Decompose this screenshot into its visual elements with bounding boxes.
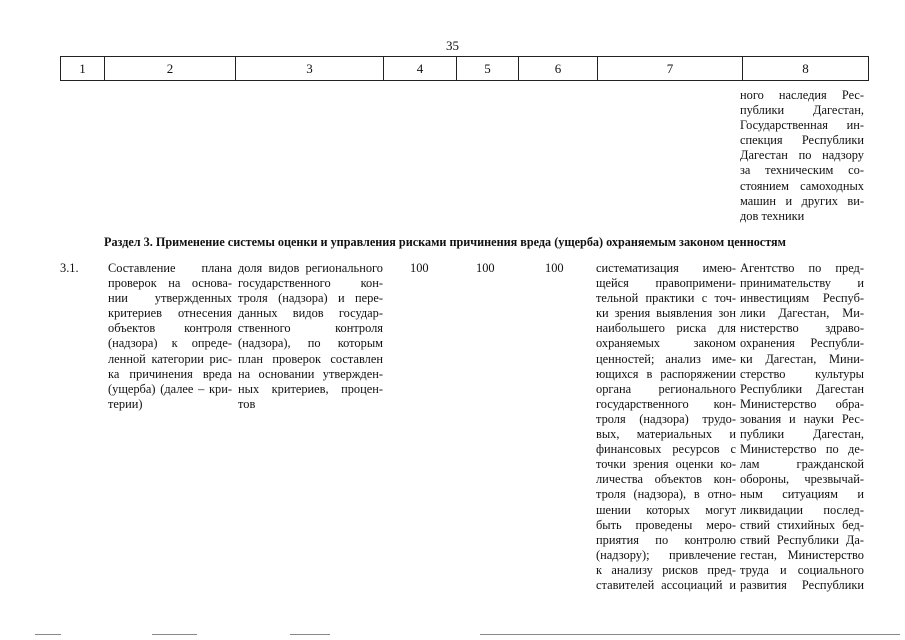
continuation-col8 xyxy=(740,88,864,224)
header-col-4: 4 xyxy=(384,57,457,81)
scan-mark xyxy=(152,634,197,635)
text-line: стоянием самоходных xyxy=(740,178,864,193)
text-line: гестан, Министерство xyxy=(740,547,864,562)
text-line: ка причинения вреда xyxy=(108,366,232,381)
text-line: лики Дагестан, Ми- xyxy=(740,306,864,321)
text-line: щейся правопримени- xyxy=(596,276,736,291)
row-col5-value: 100 xyxy=(476,261,495,275)
text-line: ставителей ассоциаций и xyxy=(596,577,736,592)
scan-mark xyxy=(290,634,330,635)
text-line: инвестициям Респуб- xyxy=(740,291,864,306)
text-line: ки Дагестан, Мини- xyxy=(740,351,864,366)
text-line: (надзора) к опреде- xyxy=(108,336,232,351)
text-line: доля видов регионального xyxy=(238,261,383,275)
text-line: наибольшего риска для xyxy=(596,321,736,336)
text-line: спекция Республики xyxy=(740,133,864,148)
row-col7-measures xyxy=(596,261,736,593)
text-line: ных критериев, процен- xyxy=(238,381,383,396)
column-number-header xyxy=(60,56,869,81)
text-line: Составление плана xyxy=(108,261,232,275)
text-line: публики Дагестан, xyxy=(740,427,864,442)
text-line: Министерство по де- xyxy=(740,442,864,457)
text-line: Министерство обра- xyxy=(740,396,864,411)
section-title: Раздел 3. Применение системы оценки и управления рисками причинения вреда (ущерба) охраняемым законом ценностям xyxy=(104,235,786,249)
row-number: 3.1. xyxy=(60,261,79,275)
text-line: охраняемых законом xyxy=(596,336,736,351)
text-line: Дагестан по надзору xyxy=(740,148,864,163)
text-line: к анализу рисков пред- xyxy=(596,562,736,577)
text-line: ного наследия Рес- xyxy=(740,88,864,102)
header-col-7: 7 xyxy=(598,57,743,81)
header-col-2: 2 xyxy=(105,57,236,81)
text-line: публики Дагестан, xyxy=(740,103,864,118)
text-line: лам гражданской xyxy=(740,457,864,472)
header-col-5: 5 xyxy=(457,57,519,81)
row-col6-value: 100 xyxy=(545,261,564,275)
text-line: труда и социального xyxy=(740,562,864,577)
text-line: ным ситуациям и xyxy=(740,487,864,502)
text-line: проверок на основа- xyxy=(108,276,232,291)
text-line: ющихся в распоряжении xyxy=(596,366,736,381)
text-line: развития Республики xyxy=(740,577,864,592)
text-line: тов xyxy=(238,396,256,411)
text-line: обороны, чрезвычай- xyxy=(740,472,864,487)
header-col-6: 6 xyxy=(519,57,598,81)
text-line: охранения Республи- xyxy=(740,336,864,351)
text-line: принимательству и xyxy=(740,276,864,291)
text-line: троля (надзора), в отно- xyxy=(596,487,736,502)
scan-mark xyxy=(480,634,900,635)
page-number: 35 xyxy=(446,38,459,53)
text-line: государственного кон- xyxy=(596,396,736,411)
text-line: план проверок составлен xyxy=(238,351,383,366)
header-col-8: 8 xyxy=(743,57,869,81)
text-line: троля (надзора) трудо- xyxy=(596,411,736,426)
text-line: (надзора), по которым xyxy=(238,336,383,351)
row-col4-value: 100 xyxy=(410,261,429,275)
row-col3-indicator xyxy=(238,261,383,412)
text-line: систематизация имею- xyxy=(596,261,736,275)
text-line: за техническим со- xyxy=(740,163,864,178)
text-line: ки зрения выявления зон xyxy=(596,306,736,321)
text-line: дов техники xyxy=(740,208,805,223)
text-line: ленной категории рис- xyxy=(108,351,232,366)
text-line: финансовых ресурсов с xyxy=(596,442,736,457)
text-line: (ущерба) (далее – кри- xyxy=(108,381,232,396)
text-line: государственного кон- xyxy=(238,276,383,291)
text-line: нии утвержденных xyxy=(108,291,232,306)
text-line: тельной практики с точ- xyxy=(596,291,736,306)
text-line: ствий Республики Да- xyxy=(740,532,864,547)
text-line: троля (надзора) и пере- xyxy=(238,291,383,306)
text-line: точки зрения оценки ко- xyxy=(596,457,736,472)
text-line: органа регионального xyxy=(596,381,736,396)
text-line: личества объектов кон- xyxy=(596,472,736,487)
text-line: Агентство по пред- xyxy=(740,261,864,275)
text-line: зования и науки Рес- xyxy=(740,411,864,426)
header-col-3: 3 xyxy=(236,57,384,81)
row-col2-activity xyxy=(108,261,232,412)
text-line: объектов контроля xyxy=(108,321,232,336)
text-line: критериев отнесения xyxy=(108,306,232,321)
scan-mark xyxy=(35,634,61,635)
text-line: быть проведены меро- xyxy=(596,517,736,532)
text-line: Государственная ин- xyxy=(740,118,864,133)
text-line: Республики Дагестан xyxy=(740,381,864,396)
text-line: данных видов государ- xyxy=(238,306,383,321)
text-line: ценностей; анализ име- xyxy=(596,351,736,366)
text-line: приятия по контролю xyxy=(596,532,736,547)
header-col-1: 1 xyxy=(61,57,105,81)
text-line: машин и других ви- xyxy=(740,193,864,208)
text-line: ликвидации послед- xyxy=(740,502,864,517)
text-line: на основании утвержден- xyxy=(238,366,383,381)
text-line: нистерство здраво- xyxy=(740,321,864,336)
text-line: терии) xyxy=(108,396,143,411)
text-line: вых, материальных и xyxy=(596,427,736,442)
text-line: стерство культуры xyxy=(740,366,864,381)
text-line: (надзору); привлечение xyxy=(596,547,736,562)
row-col8-responsible xyxy=(740,261,864,593)
text-line: ствий стихийных бед- xyxy=(740,517,864,532)
text-line: ственного контроля xyxy=(238,321,383,336)
text-line: шении которых могут xyxy=(596,502,736,517)
